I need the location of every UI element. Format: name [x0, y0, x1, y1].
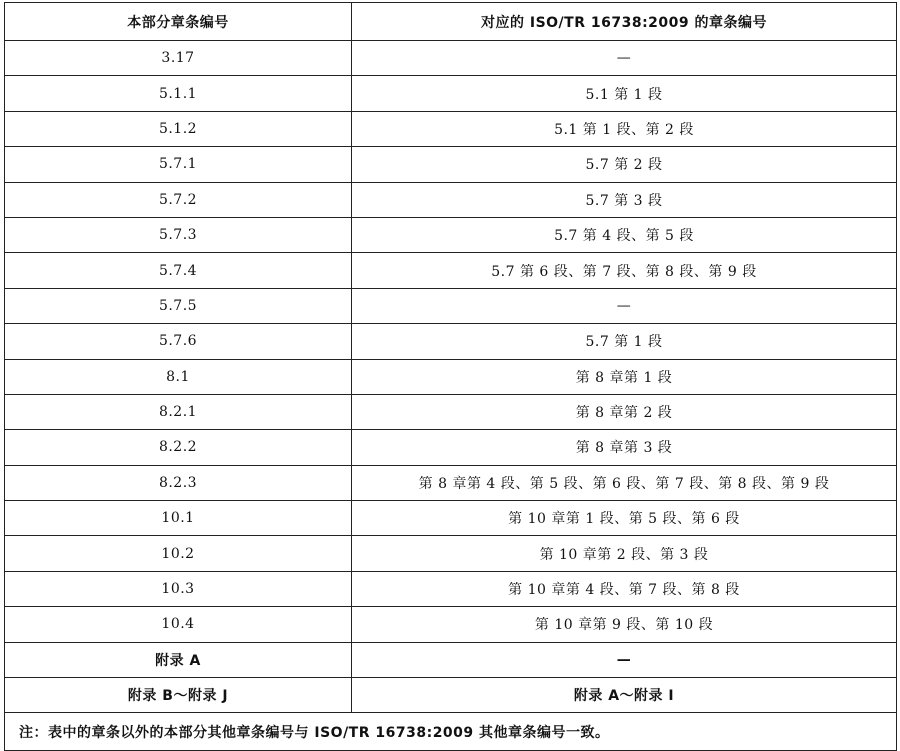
this-part-clause-cell: 8.2.1 [5, 394, 352, 429]
table-row [5, 642, 897, 677]
this-part-clause-cell: 5.1.2 [5, 111, 352, 146]
this-part-clause-cell: 5.1.1 [5, 76, 352, 111]
this-part-clause-cell: 5.7.2 [5, 182, 352, 217]
iso-clause-cell: 5.7 第 2 段 [352, 147, 897, 182]
table-row [5, 430, 897, 465]
table-footer [5, 713, 897, 751]
iso-clause-cell: — [352, 288, 897, 323]
table-row [5, 501, 897, 536]
iso-clause-cell: 第 10 章第 4 段、第 7 段、第 8 段 [352, 571, 897, 606]
table-row [5, 76, 897, 111]
this-part-clause-cell: 8.2.2 [5, 430, 352, 465]
iso-clause-cell: 5.7 第 4 段、第 5 段 [352, 217, 897, 252]
table-row [5, 678, 897, 713]
this-part-clause-cell: 8.2.3 [5, 465, 352, 500]
table-row [5, 607, 897, 642]
this-part-clause-cell: 5.7.4 [5, 253, 352, 288]
table-note: 注：表中的章条以外的本部分其他章条编号与 ISO/TR 16738:2009 其他章条编号一致。 [5, 713, 897, 751]
table-row [5, 182, 897, 217]
table-row [5, 253, 897, 288]
this-part-clause-cell: 10.2 [5, 536, 352, 571]
this-part-clause-cell: 8.1 [5, 359, 352, 394]
iso-clause-cell: 5.1 第 1 段、第 2 段 [352, 111, 897, 146]
this-part-clause-cell: 5.7.5 [5, 288, 352, 323]
table-row [5, 111, 897, 146]
table-row [5, 465, 897, 500]
this-part-clause-cell: 10.4 [5, 607, 352, 642]
this-part-clause-cell: 3.17 [5, 41, 352, 76]
iso-clause-cell: 第 8 章第 1 段 [352, 359, 897, 394]
iso-clause-cell: 第 10 章第 1 段、第 5 段、第 6 段 [352, 501, 897, 536]
table-row [5, 41, 897, 76]
iso-clause-cell: — [352, 642, 897, 677]
this-part-clause-cell: 附录 B～附录 J [5, 678, 352, 713]
iso-clause-cell: 5.7 第 1 段 [352, 324, 897, 359]
table-row [5, 571, 897, 606]
iso-clause-cell: 5.1 第 1 段 [352, 76, 897, 111]
note-row [5, 713, 897, 751]
table-row [5, 359, 897, 394]
table-row [5, 536, 897, 571]
header-this-part-clause: 本部分章条编号 [5, 3, 352, 41]
table-header [5, 3, 897, 41]
this-part-clause-cell: 10.1 [5, 501, 352, 536]
iso-clause-cell: 第 10 章第 9 段、第 10 段 [352, 607, 897, 642]
iso-clause-cell: 第 8 章第 4 段、第 5 段、第 6 段、第 7 段、第 8 段、第 9 段 [352, 465, 897, 500]
table-row [5, 288, 897, 323]
header-iso-clause: 对应的 ISO/TR 16738:2009 的章条编号 [352, 3, 897, 41]
table-row [5, 394, 897, 429]
iso-clause-cell: — [352, 41, 897, 76]
iso-clause-cell: 第 8 章第 2 段 [352, 394, 897, 429]
iso-clause-cell: 第 8 章第 3 段 [352, 430, 897, 465]
iso-clause-cell: 5.7 第 3 段 [352, 182, 897, 217]
this-part-clause-cell: 5.7.1 [5, 147, 352, 182]
clause-mapping-table [4, 2, 897, 751]
this-part-clause-cell: 10.3 [5, 571, 352, 606]
iso-clause-cell: 第 10 章第 2 段、第 3 段 [352, 536, 897, 571]
this-part-clause-cell: 5.7.3 [5, 217, 352, 252]
this-part-clause-cell: 附录 A [5, 642, 352, 677]
header-row [5, 3, 897, 41]
table-row [5, 217, 897, 252]
table-row [5, 147, 897, 182]
table-body [5, 41, 897, 713]
this-part-clause-cell: 5.7.6 [5, 324, 352, 359]
iso-clause-cell: 5.7 第 6 段、第 7 段、第 8 段、第 9 段 [352, 253, 897, 288]
table-row [5, 324, 897, 359]
iso-clause-cell: 附录 A～附录 I [352, 678, 897, 713]
